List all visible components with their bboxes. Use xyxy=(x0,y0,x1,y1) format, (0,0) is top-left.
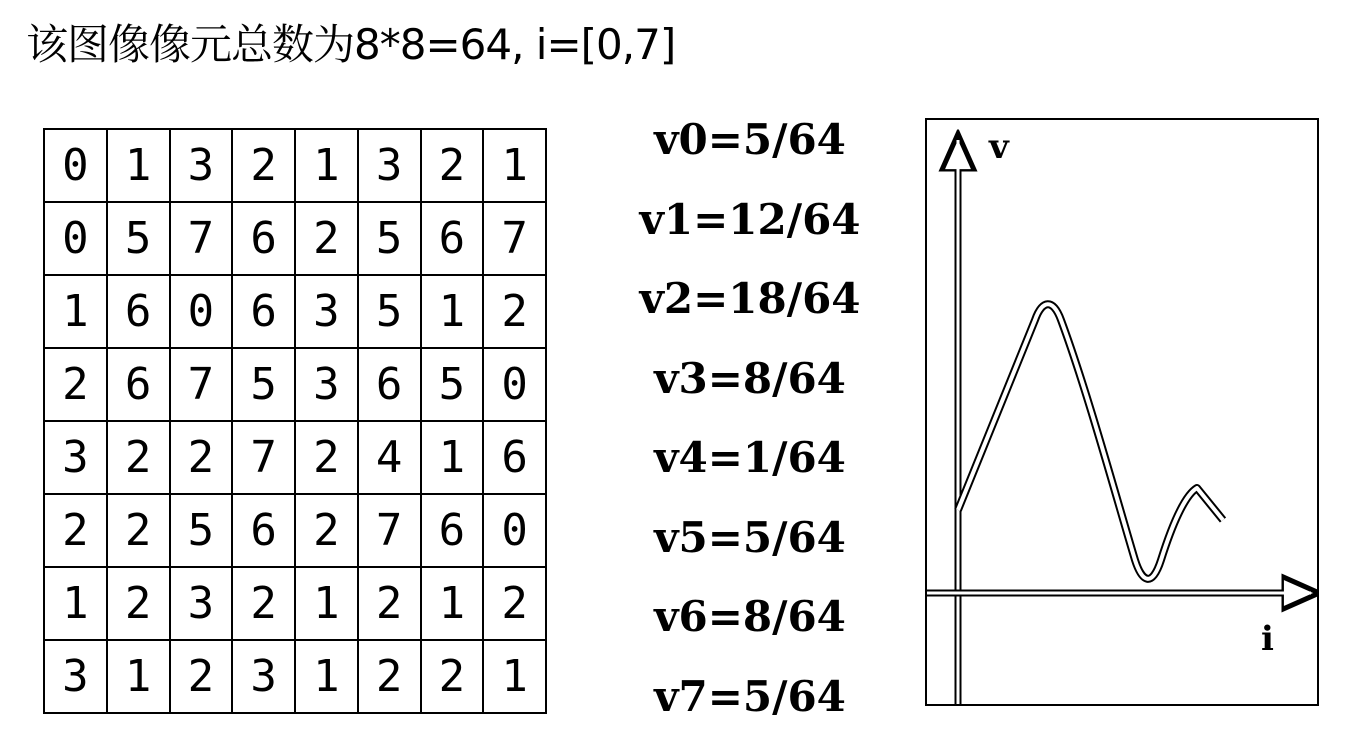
grid-cell: 5 xyxy=(107,202,170,275)
grid-cell: 6 xyxy=(421,494,484,567)
grid-cell: 7 xyxy=(170,348,233,421)
grid-cell: 3 xyxy=(232,640,295,713)
grid-cell: 3 xyxy=(295,348,358,421)
histogram-curve-plot xyxy=(925,118,1319,706)
frequency-item: v4=1/64 xyxy=(654,433,846,482)
grid-cell: 2 xyxy=(107,494,170,567)
grid-cell: 3 xyxy=(44,640,107,713)
grid-cell: 2 xyxy=(295,494,358,567)
grid-cell: 6 xyxy=(421,202,484,275)
grid-cell: 3 xyxy=(358,129,421,202)
frequency-item: v3=8/64 xyxy=(654,353,846,403)
x-axis-label: i xyxy=(1261,619,1274,659)
frequency-item: v2=18/64 xyxy=(639,274,861,323)
grid-row xyxy=(44,202,546,275)
grid-cell: 7 xyxy=(483,202,546,275)
grid-cell: 2 xyxy=(107,567,170,640)
grid-cell: 2 xyxy=(107,421,170,494)
distribution-curve xyxy=(958,304,1223,579)
grid-row xyxy=(44,129,546,202)
grid-cell: 5 xyxy=(170,494,233,567)
grid-cell: 2 xyxy=(44,494,107,567)
grid-cell: 7 xyxy=(232,421,295,494)
frequency-item: v0=5/64 xyxy=(654,115,846,164)
grid-cell: 2 xyxy=(170,421,233,494)
grid-cell: 1 xyxy=(295,640,358,713)
grid-row xyxy=(44,640,546,713)
frequency-item: v1=12/64 xyxy=(639,194,861,244)
grid-cell: 1 xyxy=(295,567,358,640)
grid-cell: 2 xyxy=(421,129,484,202)
grid-cell: 5 xyxy=(421,348,484,421)
page-title: 该图像像元总数为8*8=64, i=[0,7] xyxy=(26,20,676,69)
grid-cell: 2 xyxy=(421,640,484,713)
grid-cell: 1 xyxy=(421,275,484,348)
grid-cell: 0 xyxy=(483,494,546,567)
grid-cell: 1 xyxy=(483,129,546,202)
grid-cell: 1 xyxy=(295,129,358,202)
grid-cell: 3 xyxy=(44,421,107,494)
grid-row xyxy=(44,494,546,567)
grid-cell: 0 xyxy=(44,202,107,275)
frequency-item: v5=5/64 xyxy=(654,512,846,562)
grid-cell: 2 xyxy=(483,567,546,640)
curve-svg xyxy=(927,120,1317,704)
grid-cell: 0 xyxy=(170,275,233,348)
grid-cell: 3 xyxy=(295,275,358,348)
grid-cell: 1 xyxy=(421,421,484,494)
grid-cell: 2 xyxy=(44,348,107,421)
grid-row xyxy=(44,275,546,348)
grid-cell: 1 xyxy=(44,275,107,348)
grid-cell: 4 xyxy=(358,421,421,494)
frequency-item: v6=8/64 xyxy=(654,592,846,641)
grid-cell: 6 xyxy=(232,494,295,567)
y-axis-label: v xyxy=(989,127,1009,167)
grid-cell: 5 xyxy=(358,275,421,348)
grid-cell: 6 xyxy=(232,275,295,348)
grid-cell: 7 xyxy=(170,202,233,275)
grid-cell: 6 xyxy=(483,421,546,494)
grid-cell: 1 xyxy=(107,129,170,202)
frequency-list xyxy=(560,100,940,736)
grid-cell: 7 xyxy=(358,494,421,567)
grid-cell: 2 xyxy=(295,421,358,494)
grid-cell: 1 xyxy=(44,567,107,640)
grid-cell: 2 xyxy=(232,567,295,640)
grid-cell: 3 xyxy=(170,129,233,202)
grid-cell: 2 xyxy=(483,275,546,348)
grid-row xyxy=(44,348,546,421)
grid-cell: 1 xyxy=(483,640,546,713)
frequency-item: v7=5/64 xyxy=(654,671,846,721)
grid-cell: 2 xyxy=(358,567,421,640)
grid-cell: 2 xyxy=(358,640,421,713)
grid-cell: 0 xyxy=(483,348,546,421)
grid-cell: 6 xyxy=(232,202,295,275)
grid-cell: 2 xyxy=(232,129,295,202)
grid-cell: 5 xyxy=(358,202,421,275)
grid-cell: 0 xyxy=(44,129,107,202)
grid-cell: 2 xyxy=(295,202,358,275)
grid-row xyxy=(44,421,546,494)
grid-cell: 5 xyxy=(232,348,295,421)
grid-cell: 6 xyxy=(358,348,421,421)
grid-cell: 2 xyxy=(170,640,233,713)
grid-cell: 3 xyxy=(170,567,233,640)
pixel-grid xyxy=(43,128,547,714)
grid-row xyxy=(44,567,546,640)
grid-cell: 6 xyxy=(107,348,170,421)
grid-cell: 1 xyxy=(107,640,170,713)
grid-cell: 1 xyxy=(421,567,484,640)
grid-cell: 6 xyxy=(107,275,170,348)
